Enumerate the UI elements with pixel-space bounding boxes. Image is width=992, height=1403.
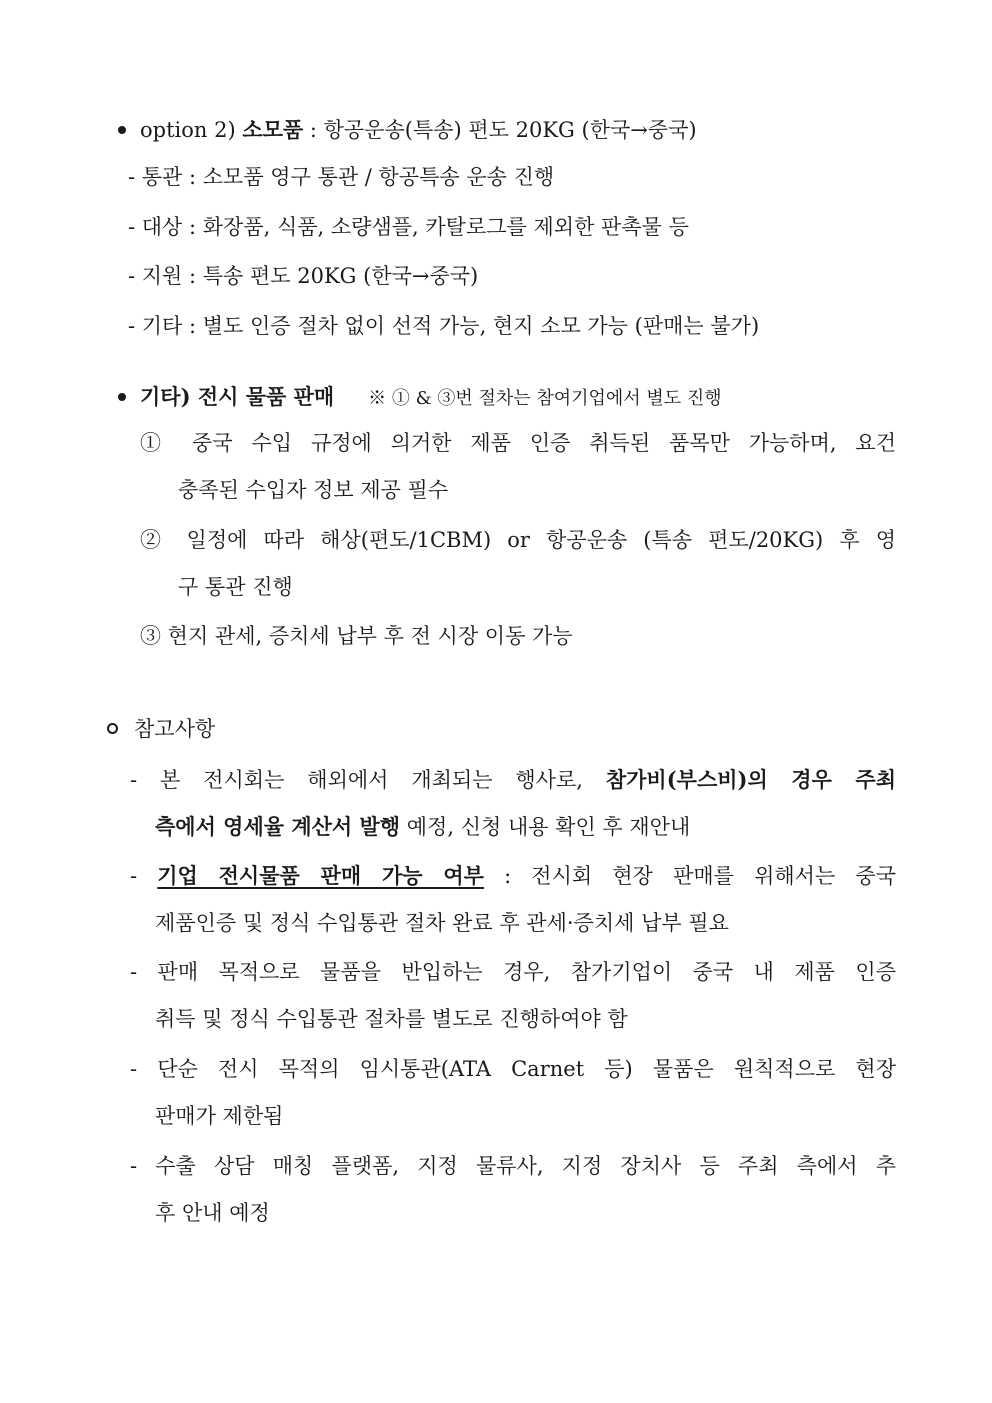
reference-item-5: - 수출 상담 매칭 플랫폼, 지정 물류사, 지정 장치사 등 주최 측에서 추 [130,1154,896,1178]
reference-heading [107,715,215,743]
etc-step-2: ② 일정에 따라 해상(편도/1CBM) or 항공운송 (특송 편도/20KG) 후 영 [140,528,896,552]
reference-item-4-cont: 판매가 제한됨 [155,1104,284,1128]
reference-item-1 [130,766,896,794]
reference-item-5-cont: 후 안내 예정 [155,1201,270,1225]
reference-item-2 [130,862,896,890]
option2-prefix: option 2) [140,118,236,142]
option2-item: - 기타 : 별도 인증 절차 없이 선적 가능, 현지 소모 가능 (판매는 불가) [128,314,760,338]
reference-item-1-rest: 예정, 신청 내용 확인 후 재안내 [400,815,691,839]
bullet-icon [118,393,126,401]
reference-item-2-bold: 기업 전시물품 판매 가능 여부 [157,863,484,888]
etc-step-3: ③ 현지 관세, 증치세 납부 후 전 시장 이동 가능 [140,624,573,648]
option2-title-rest: : 항공운송(특송) 편도 20KG (한국→중국) [303,118,697,142]
reference-item-3-cont: 취득 및 정식 수입통관 절차를 별도로 진행하여야 함 [155,1007,628,1031]
option2-item: - 지원 : 특송 편도 20KG (한국→중국) [128,264,479,288]
circle-bullet-icon [107,723,118,734]
reference-item-2-dash: - [130,864,158,888]
reference-item-2-rest: : 전시회 현장 판매를 위해서는 중국 [483,864,896,888]
reference-item-2-cont: 제품인증 및 정식 수입통관 절차 완료 후 관세·증치세 납부 필요 [155,911,729,935]
reference-item-1-bold: 참가비(부스비)의 경우 주최 [605,767,896,792]
reference-item-3: - 판매 목적으로 물품을 반입하는 경우, 참가기업이 중국 내 제품 인증 [130,960,896,984]
etc-step-1-cont: 충족된 수입자 정보 제공 필수 [178,478,449,502]
reference-item-4: - 단순 전시 목적의 임시통관(ATA Carnet 등) 물품은 원칙적으로 현장 [130,1057,896,1081]
etc-step-1: ① 중국 수입 규정에 의거한 제품 인증 취득된 품목만 가능하며, 요건 [140,431,896,455]
etc-heading [118,383,722,413]
etc-title: 기타) 전시 물품 판매 [140,384,335,409]
etc-step-2-cont: 구 통관 진행 [178,575,293,599]
option2-title: 소모품 [242,117,304,142]
reference-item-1-bold-cont: 측에서 영세율 계산서 발행 [155,814,401,839]
option2-item: - 대상 : 화장품, 식품, 소량샘플, 카탈로그를 제외한 판촉물 등 [128,215,689,239]
reference-item-1-text: - 본 전시회는 해외에서 개최되는 행사로, [130,768,583,792]
reference-item-1-cont [155,813,690,841]
bullet-icon [118,126,126,134]
reference-title: 참고사항 [134,717,216,741]
option2-heading [118,116,697,144]
option2-item: - 통관 : 소모품 영구 통관 / 항공특송 운송 진행 [128,165,555,189]
etc-note: ※ ① & ③번 절차는 참여기업에서 별도 진행 [368,388,722,409]
